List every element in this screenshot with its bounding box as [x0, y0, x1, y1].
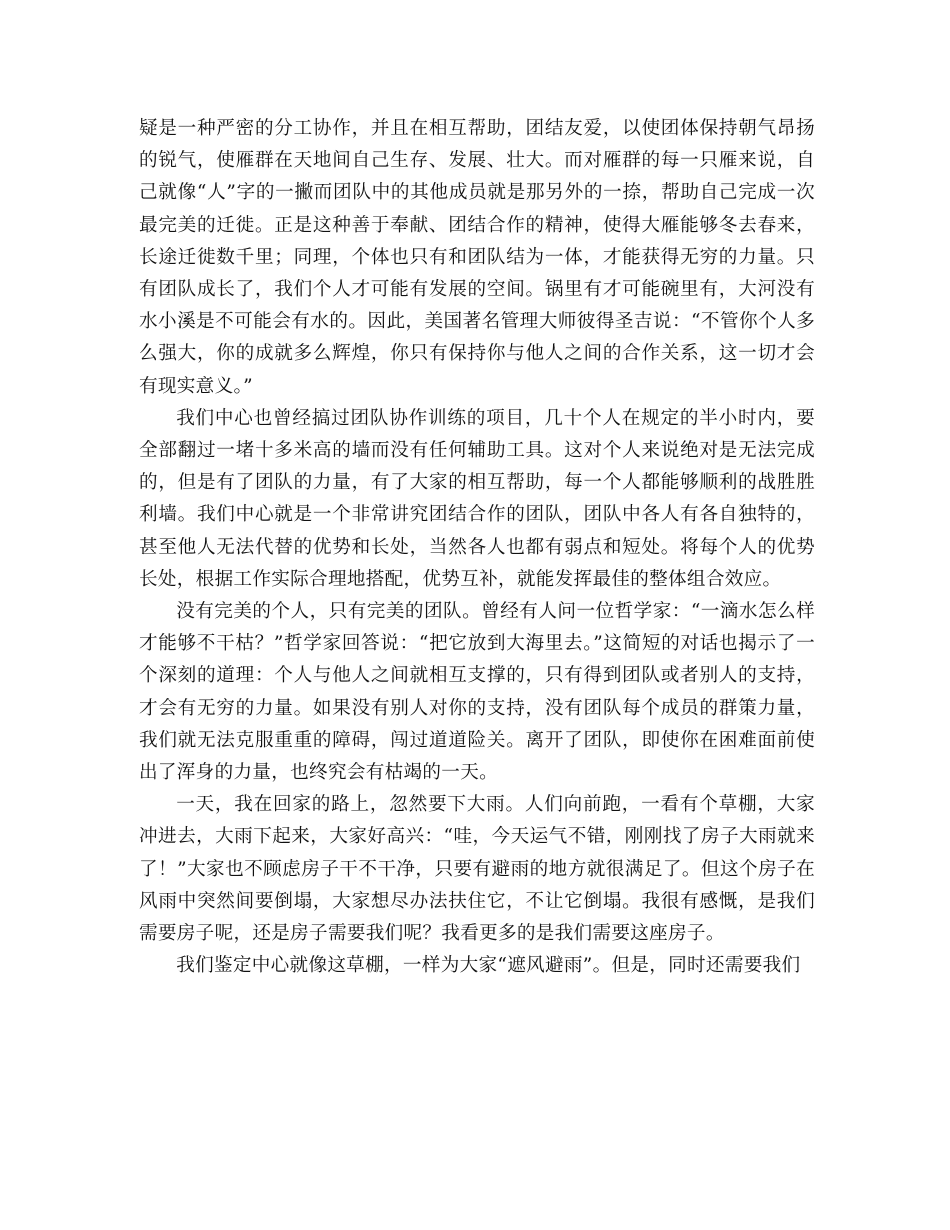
paragraph-4: 一天，我在回家的路上，忽然要下大雨。人们向前跑，一看有个草棚，大家冲进去，大雨下起来，大家好高兴：“哇，今天运气不错，刚刚找了房子大雨就来了！”大家也不顾虑房子干不干净，只要有避雨的地方就很满足了。但这个房子在风雨中突然间要倒塌，大家想尽办法扶住它，不让它倒塌。我很有感慨，是我们需要房子呢，还是房子需要我们呢？我看更多的是我们需要这座房子。 — [139, 794, 815, 945]
paragraph-5: 我们鉴定中心就像这草棚，一样为大家“遮风避雨”。但是，同时还需要我们 — [176, 955, 801, 977]
paragraph-3: 没有完美的个人，只有完美的团队。曾经有人问一位哲学家：“一滴水怎么样才能够不干枯？”哲学家回答说：“把它放到大海里去。”这简短的对话也揭示了一个深刻的道理：个人与他人之间就相互支撑的，只有得到团队或者别人的支持，才会有无穷的力量。如果没有别人对你的支持，没有团队每个成员的群策力量，我们就无法克服重重的障碍，闯过道道险关。离开了团队，即使你在困难面前使出了浑身的力量，也终究会有枯竭的一天。 — [139, 601, 815, 784]
paragraph-1: 疑是一种严密的分工协作，并且在相互帮助，团结友爱，以使团体保持朝气昂扬的锐气，使雁群在天地间自己生存、发展、壮大。而对雁群的每一只雁来说，自己就像“人”字的一撇而团队中的其他成员就是那另外的一捺，帮助自己完成一次最完美的迁徙。正是这种善于奉献、团结合作的精神，使得大雁能够冬去春来，长途迁徙数千里；同理，个体也只有和团队结为一体，才能获得无穷的力量。只有团队成长了，我们个人才可能有发展的空间。锅里有才可能碗里有，大河没有水小溪是不可能会有水的。因此，美国著名管理大师彼得圣吉说：“不管你个人多么强大，你的成就多么辉煌，你只有保持你与他人之间的合作关系，这一切才会有现实意义。” — [139, 118, 815, 397]
paragraph-2: 我们中心也曾经搞过团队协作训练的项目，几十个人在规定的半小时内，要全部翻过一堵十多米高的墙而没有任何辅助工具。这对个人来说绝对是无法完成的，但是有了团队的力量，有了大家的相互帮助，每一个人都能够顺利的战胜胜利墙。我们中心就是一个非常讲究团结合作的团队，团队中各人有各自独特的，甚至他人无法代替的优势和长处，当然各人也都有弱点和短处。将每个人的优势长处，根据工作实际合理地搭配，优势互补，就能发挥最佳的整体组合效应。 — [139, 407, 815, 590]
document-body — [139, 113, 815, 982]
